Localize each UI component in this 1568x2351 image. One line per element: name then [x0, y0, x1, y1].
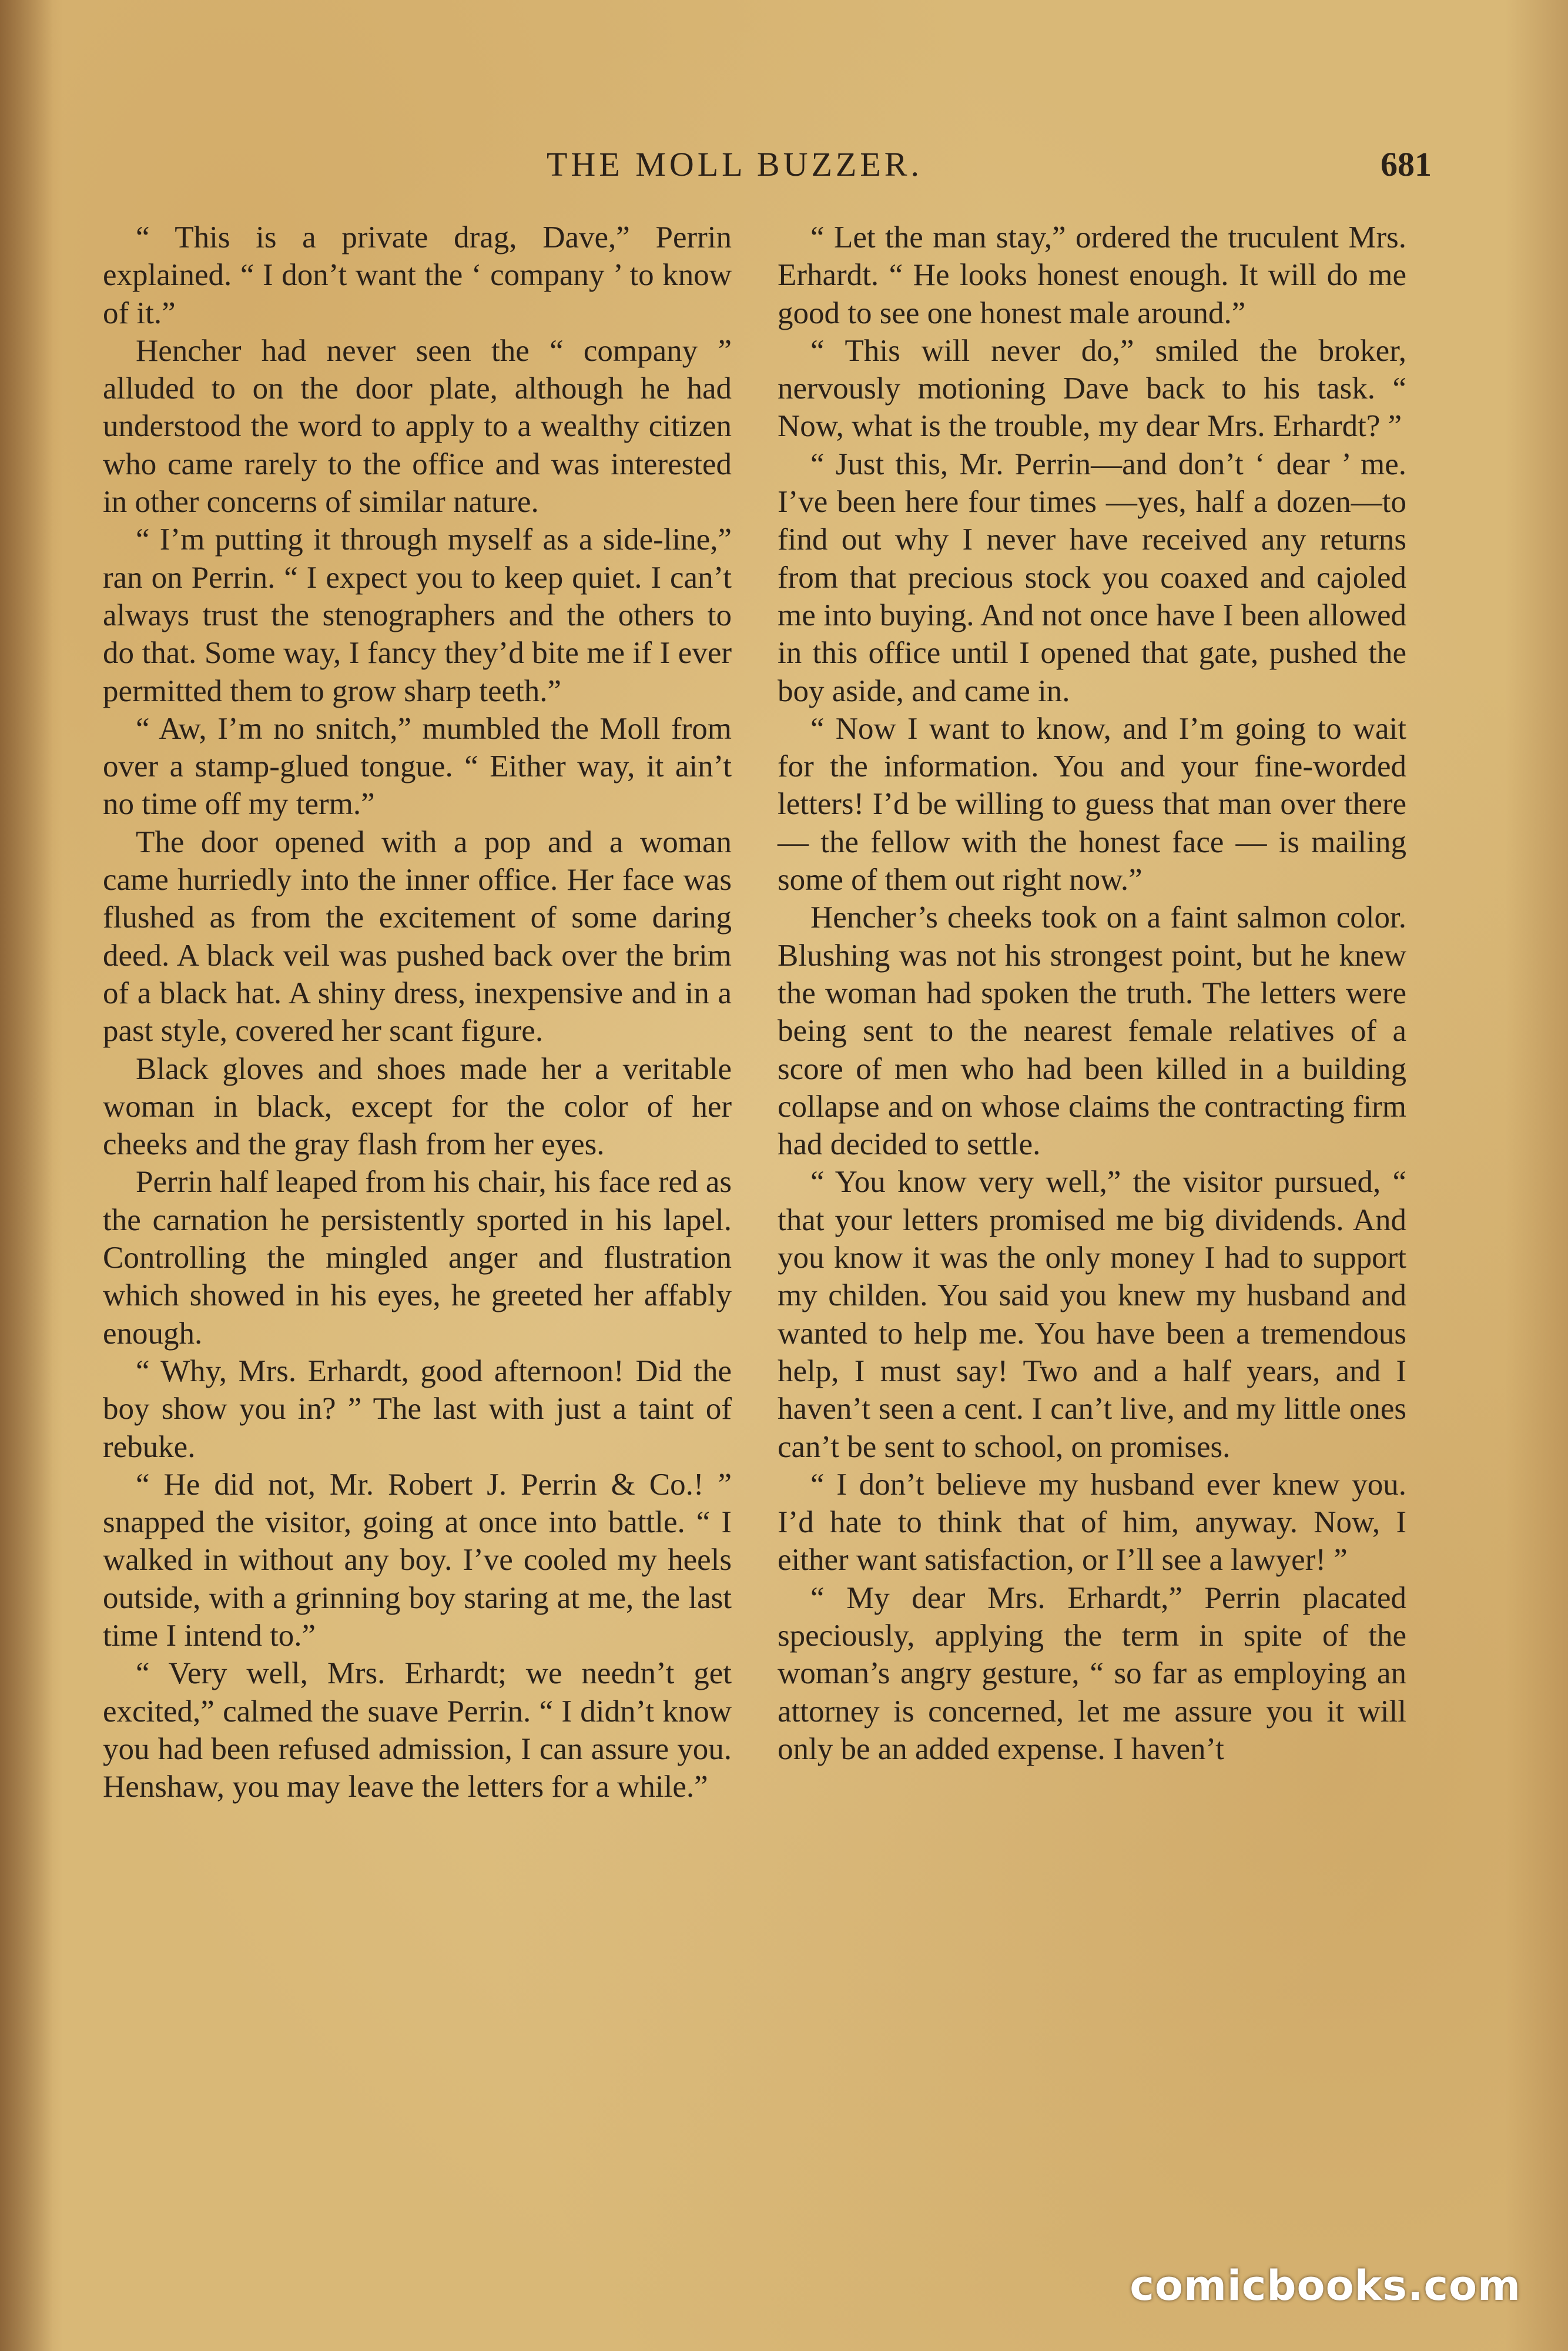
paragraph: “ Aw, I’m no snitch,” mumbled the Moll from over a stamp-glued tongue. “ Either way, it ain’t no time off my term.” [103, 711, 732, 822]
paragraph: “ This will never do,” smiled the broker, nervously motioning Dave back to his task. “ Now, what is the trouble, my dear Mrs. Erhardt? ” [778, 333, 1406, 444]
paragraph: Perrin half leaped from his chair, his face red as the carnation he persistently sported in his lapel. Controlling the mingled anger and flustration which showed in his eyes, he greeted her affably enough. [103, 1165, 732, 1351]
left-column [103, 219, 732, 1806]
paragraph: “ Now I want to know, and I’m going to wait for the information. You and your fine-worded letters! I’d be willing to guess that man over there— the fellow with the honest face — is mailing some of them out right now.” [778, 711, 1406, 897]
site-watermark: comicbooks.com [1130, 2262, 1521, 2310]
right-column [778, 219, 1406, 1768]
paragraph: “ Let the man stay,” ordered the truculent Mrs. Erhardt. “ He looks honest enough. It will do me good to see one honest male around.” [778, 220, 1406, 330]
paragraph: The door opened with a pop and a woman came hurriedly into the inner office. Her face was flushed as from the excitement of some daring deed. A black veil was pushed back over the brim of a black hat. A shiny dress, inexpensive and in a past style, covered her scant figure. [103, 825, 732, 1049]
paragraph: Black gloves and shoes made her a veritable woman in black, except for the color of her cheeks and the gray flash from her eyes. [103, 1051, 732, 1162]
binding-shadow [0, 0, 53, 2351]
paragraph: “ Very well, Mrs. Erhardt; we needn’t get excited,” calmed the suave Perrin. “ I didn’t know you had been refused admission, I can assure you. Henshaw, you may leave the letters for a while.” [103, 1656, 732, 1804]
page-header [0, 141, 1568, 194]
paragraph: “ I don’t believe my husband ever knew you. I’d hate to think that of him, anyway. Now, I either want satisfaction, or I’ll see a lawyer! ” [778, 1467, 1406, 1578]
running-title: THE MOLL BUZZER. [547, 145, 923, 183]
paragraph: Hencher’s cheeks took on a faint salmon color. Blushing was not his strongest point, but he knew the woman had spoken the truth. The letters were being sent to the nearest female relatives of a score of men who had been killed in a building collapse and on whose claims the contracting firm had decided to settle. [778, 900, 1406, 1162]
paragraph: “ I’m putting it through myself as a side-line,” ran on Perrin. “ I expect you to keep quiet. I can’t always trust the stenographers and the others to do that. Some way, I fancy they’d bite me if I ever permitted them to grow sharp teeth.” [103, 523, 732, 708]
paragraph: Hencher had never seen the “ company ” alluded to on the door plate, although he had understood the word to apply to a wealthy citizen who came rarely to the office and was interested in other concerns of similar nature. [103, 333, 732, 520]
paragraph: “ Why, Mrs. Erhardt, good afternoon! Did the boy show you in? ” The last with just a taint of rebuke. [103, 1354, 732, 1464]
page-number: 681 [1381, 145, 1432, 183]
paragraph: “ You know very well,” the visitor pursued, “ that your letters promised me big dividends. And you know it was the only money I had to support my childen. You said you knew my husband and wanted to help me. You have been a tremendous help, I must say! Two and a half years, and I haven’t seen a cent. I can’t live, and my little ones can’t be sent to school, on promises. [778, 1165, 1406, 1464]
paragraph: “ He did not, Mr. Robert J. Perrin & Co.! ” snapped the visitor, going at once into battle. “ I walked in without any boy. I’ve cooled my heels outside, with a grinning boy staring at me, the last time I intend to.” [103, 1467, 732, 1653]
paragraph: “ This is a private drag, Dave,” Perrin explained. “ I don’t want the ‘ company ’ to know of it.” [103, 220, 732, 330]
paragraph: “ My dear Mrs. Erhardt,” Perrin placated speciously, applying the term in spite of the woman’s angry gesture, “ so far as employing an attorney is concerned, let me assure you it will only be an added expense. I haven’t [778, 1580, 1406, 1766]
paragraph: “ Just this, Mr. Perrin—and don’t ‘ dear ’ me. I’ve been here four times —yes, half a dozen—to find out why I never have received any returns from that precious stock you coaxed and cajoled me into buying. And not once have I been allowed in this office until I opened that gate, pushed the boy aside, and came in. [778, 447, 1406, 708]
